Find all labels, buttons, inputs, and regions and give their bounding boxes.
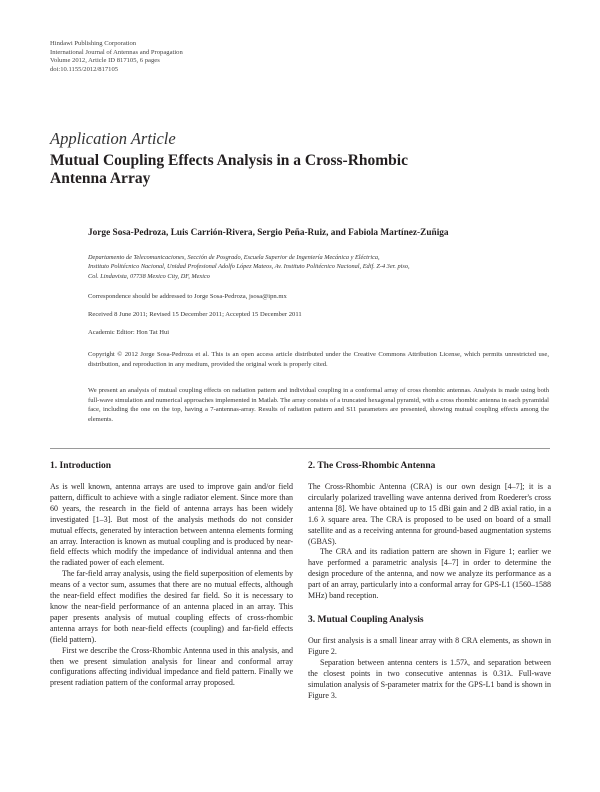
title-line-1: Mutual Coupling Effects Analysis in a Cross-Rhombic <box>50 152 408 169</box>
affiliation-line-2: Instituto Politécnico Nacional, Unidad Profesional Adolfo López Mateos, Av. Instituto Politécnico Nacional, Edif. Z-4 3er. piso, <box>88 263 410 271</box>
correspondence: Correspondence should be addressed to Jorge Sosa-Pedroza, jsosa@ipn.mx <box>88 293 287 300</box>
paper-title <box>50 152 510 188</box>
cra-paragraph-1: The Cross-Rhombic Antenna (CRA) is our own design [4–7]; it is a circularly polarized travelling wave antenna derived from Roederer's cross antenna [8]. We have obtained up to 15 dBi gain and 2 dB axial ratio, in a 1.6 λ square area. The CRA is proposed to be used on board of a small satellite and as a receiving antenna for ground-based augmentation systems (GBAS). <box>308 482 551 546</box>
affiliation-line-3: Col. Lindavista, 07738 Mexico City, DF, Mexico <box>88 272 210 280</box>
article-type: Application Article <box>50 129 176 148</box>
cra-paragraph-2: The CRA and its radiation pattern are shown in Figure 1; earlier we have performed a parametric analysis [4–7] in order to determine the design procedure of the antenna, and now we analyze its performance as a part of an array, particularly into a conformal array for GPS-L1 (1560–1588 MHz) band reception. <box>308 547 551 601</box>
intro-paragraph-3: First we describe the Cross-Rhombic Antenna used in this analysis, and then we present simulation analysis for linear and conformal array configurations affecting individual impedance and field pattern. Finally we present radiation pattern of the conformal array proposed. <box>50 645 293 688</box>
intro-paragraph-1: As is well known, antenna arrays are used to improve gain and/or field pattern, difficult to achieve with a single radiator element. Since more than 60 years, the research in the field of antenna arrays has been widely investigated [1–3]. But most of the analysis methods do not consider mutual effects, generated by interaction between antenna elements forming an array. Interaction is known as mutual coupling and is produced by near-field effects which modify the impedance of individual antenna and then the radiated power of each element. <box>50 482 293 568</box>
right-column <box>308 460 551 701</box>
mca-paragraph-2: Separation between antenna centers is 1.57λ, and separation between the closest points in two consecutive antennas is 0.31λ. Full-wave simulation analysis of S-parameter matrix for the GPS-L1 band is shown in Figure 3. <box>308 657 551 700</box>
title-line-2: Antenna Array <box>50 170 151 187</box>
section-heading-mutual-coupling: 3. Mutual Coupling Analysis <box>308 614 424 625</box>
mca-paragraph-1: Our first analysis is a small linear array with 8 CRA elements, as shown in Figure 2. <box>308 635 551 656</box>
doi[interactable]: doi:10.1155/2012/817105 <box>50 65 119 73</box>
authors: Jorge Sosa-Pedroza, Luis Carrión-Rivera, Sergio Peña-Ruiz, and Fabiola Martínez-Zuñiga <box>88 228 449 238</box>
affiliation <box>88 253 548 281</box>
intro-paragraph-2: The far-field array analysis, using the field superposition of elements by means of a vector sum, assumes that there are no mutual effects, although the near-field effect modifies the desired far field. So it is necessary to know the near-field performance of an antenna placed in an array. This paper presents analysis of mutual coupling effects of cross-rhombic antenna arrays for both near-field effects (coupling) and far-field effects (field pattern). <box>50 569 293 644</box>
license-text: Copyright © 2012 Jorge Sosa-Pedroza et al. This is an open access article distributed under the Creative Commons Attribution License, which permits unrestricted use, distribution, and reproduction in any medium, provided the original work is properly cited. <box>88 351 549 368</box>
affiliation-line-1: Departamento de Telecomunicaciones, Sección de Posgrado, Escuela Superior de Ingeniería Mecánica y Eléctrica, <box>88 254 380 261</box>
volume-info: Volume 2012, Article ID 817105, 6 pages <box>50 57 160 65</box>
section-divider <box>50 448 550 449</box>
journal-name: International Journal of Antennas and Propagation <box>50 48 183 56</box>
publisher: Hindawi Publishing Corporation <box>50 40 137 47</box>
section-heading-introduction: 1. Introduction <box>50 461 112 471</box>
left-column <box>50 460 293 689</box>
academic-editor: Academic Editor: Hon Tat Hui <box>88 329 170 336</box>
section-heading-cross-rhombic: 2. The Cross-Rhombic Antenna <box>308 461 436 471</box>
abstract: We present an analysis of mutual coupling effects on radiation pattern and individual coupling in a conformal array of cross rhombic antennas. Analysis is made using both full-wave simulation and numerical approaches implemented in Matlab. The array consists of a truncated hexagonal pyramid, with a cross rhombic antenna in each pyramidal face, including the one on the top, having a 7-antennas-array. Results of radiation pattern and S11 parameters are presented, showing mutual coupling effects among the elements. <box>88 387 549 423</box>
dates: Received 8 June 2011; Revised 15 December 2011; Accepted 15 December 2011 <box>88 311 302 318</box>
journal-header <box>50 40 350 74</box>
